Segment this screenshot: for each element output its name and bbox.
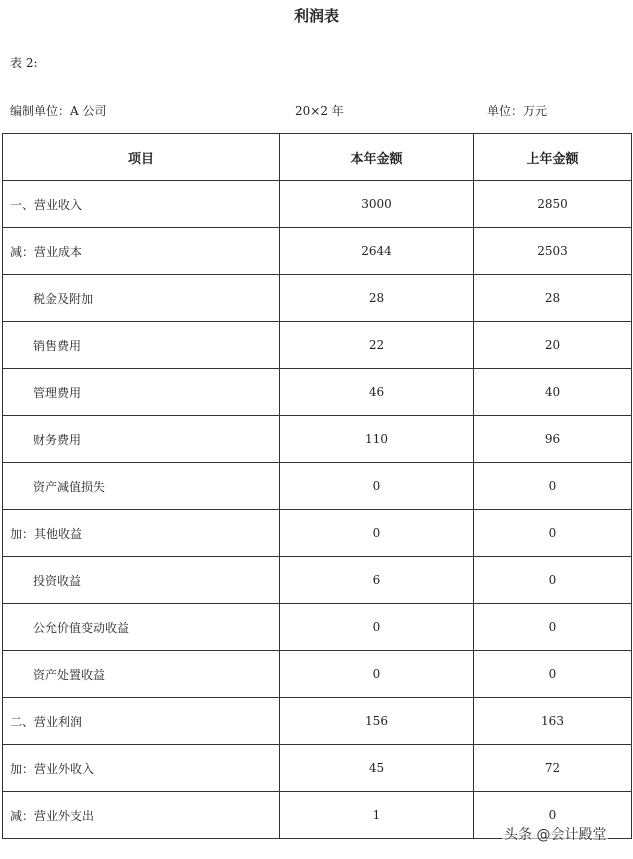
row-current: 1	[280, 792, 474, 839]
row-current: 22	[280, 322, 474, 369]
page-title: 利润表	[293, 7, 339, 25]
row-current: 156	[280, 698, 474, 745]
row-current: 0	[280, 651, 474, 698]
table-row	[3, 745, 632, 792]
row-previous: 28	[474, 275, 632, 322]
row-current: 45	[280, 745, 474, 792]
row-current: 28	[280, 275, 474, 322]
row-item: 税金及附加	[3, 275, 280, 322]
table-number: 表 2:	[10, 56, 38, 70]
row-item: 一、营业收入	[3, 181, 280, 228]
watermark: 头条 @会计殿堂	[504, 827, 607, 843]
header-previous-year: 上年金额	[474, 134, 632, 181]
row-item: 投资收益	[3, 557, 280, 604]
row-item: 财务费用	[3, 416, 280, 463]
row-previous: 96	[474, 416, 632, 463]
row-current: 110	[280, 416, 474, 463]
table-row	[3, 416, 632, 463]
table-row	[3, 275, 632, 322]
row-current: 0	[280, 510, 474, 557]
row-previous: 0	[474, 792, 632, 839]
table-row	[3, 651, 632, 698]
row-item: 管理费用	[3, 369, 280, 416]
row-previous: 0	[474, 651, 632, 698]
header-current-year: 本年金额	[280, 134, 474, 181]
table-row	[3, 228, 632, 275]
row-previous: 20	[474, 322, 632, 369]
row-current: 0	[280, 604, 474, 651]
table-row	[3, 322, 632, 369]
income-statement-table	[2, 133, 632, 839]
row-previous: 40	[474, 369, 632, 416]
row-previous: 72	[474, 745, 632, 792]
reporting-entity: 编制单位：A 公司	[10, 104, 107, 118]
row-item: 减：营业外支出	[3, 792, 280, 839]
report-year: 20×2 年	[295, 104, 344, 118]
table-row	[3, 604, 632, 651]
row-current: 46	[280, 369, 474, 416]
row-item: 加：其他收益	[3, 510, 280, 557]
table-header-row	[3, 134, 632, 181]
row-current: 2644	[280, 228, 474, 275]
header-item: 项目	[3, 134, 280, 181]
row-item: 销售费用	[3, 322, 280, 369]
row-item: 加：营业外收入	[3, 745, 280, 792]
row-previous: 0	[474, 604, 632, 651]
row-current: 0	[280, 463, 474, 510]
row-item: 资产减值损失	[3, 463, 280, 510]
table-row	[3, 181, 632, 228]
row-previous: 0	[474, 463, 632, 510]
row-previous: 2850	[474, 181, 632, 228]
table-row	[3, 510, 632, 557]
row-current: 3000	[280, 181, 474, 228]
table-row	[3, 557, 632, 604]
row-previous: 0	[474, 510, 632, 557]
table-row	[3, 463, 632, 510]
row-item: 减：营业成本	[3, 228, 280, 275]
row-previous: 163	[474, 698, 632, 745]
row-previous: 2503	[474, 228, 632, 275]
row-item: 资产处置收益	[3, 651, 280, 698]
table-row	[3, 698, 632, 745]
row-item: 二、营业利润	[3, 698, 280, 745]
table-row	[3, 369, 632, 416]
row-item: 公允价值变动收益	[3, 604, 280, 651]
row-current: 6	[280, 557, 474, 604]
row-previous: 0	[474, 557, 632, 604]
currency-unit: 单位：万元	[487, 104, 548, 118]
